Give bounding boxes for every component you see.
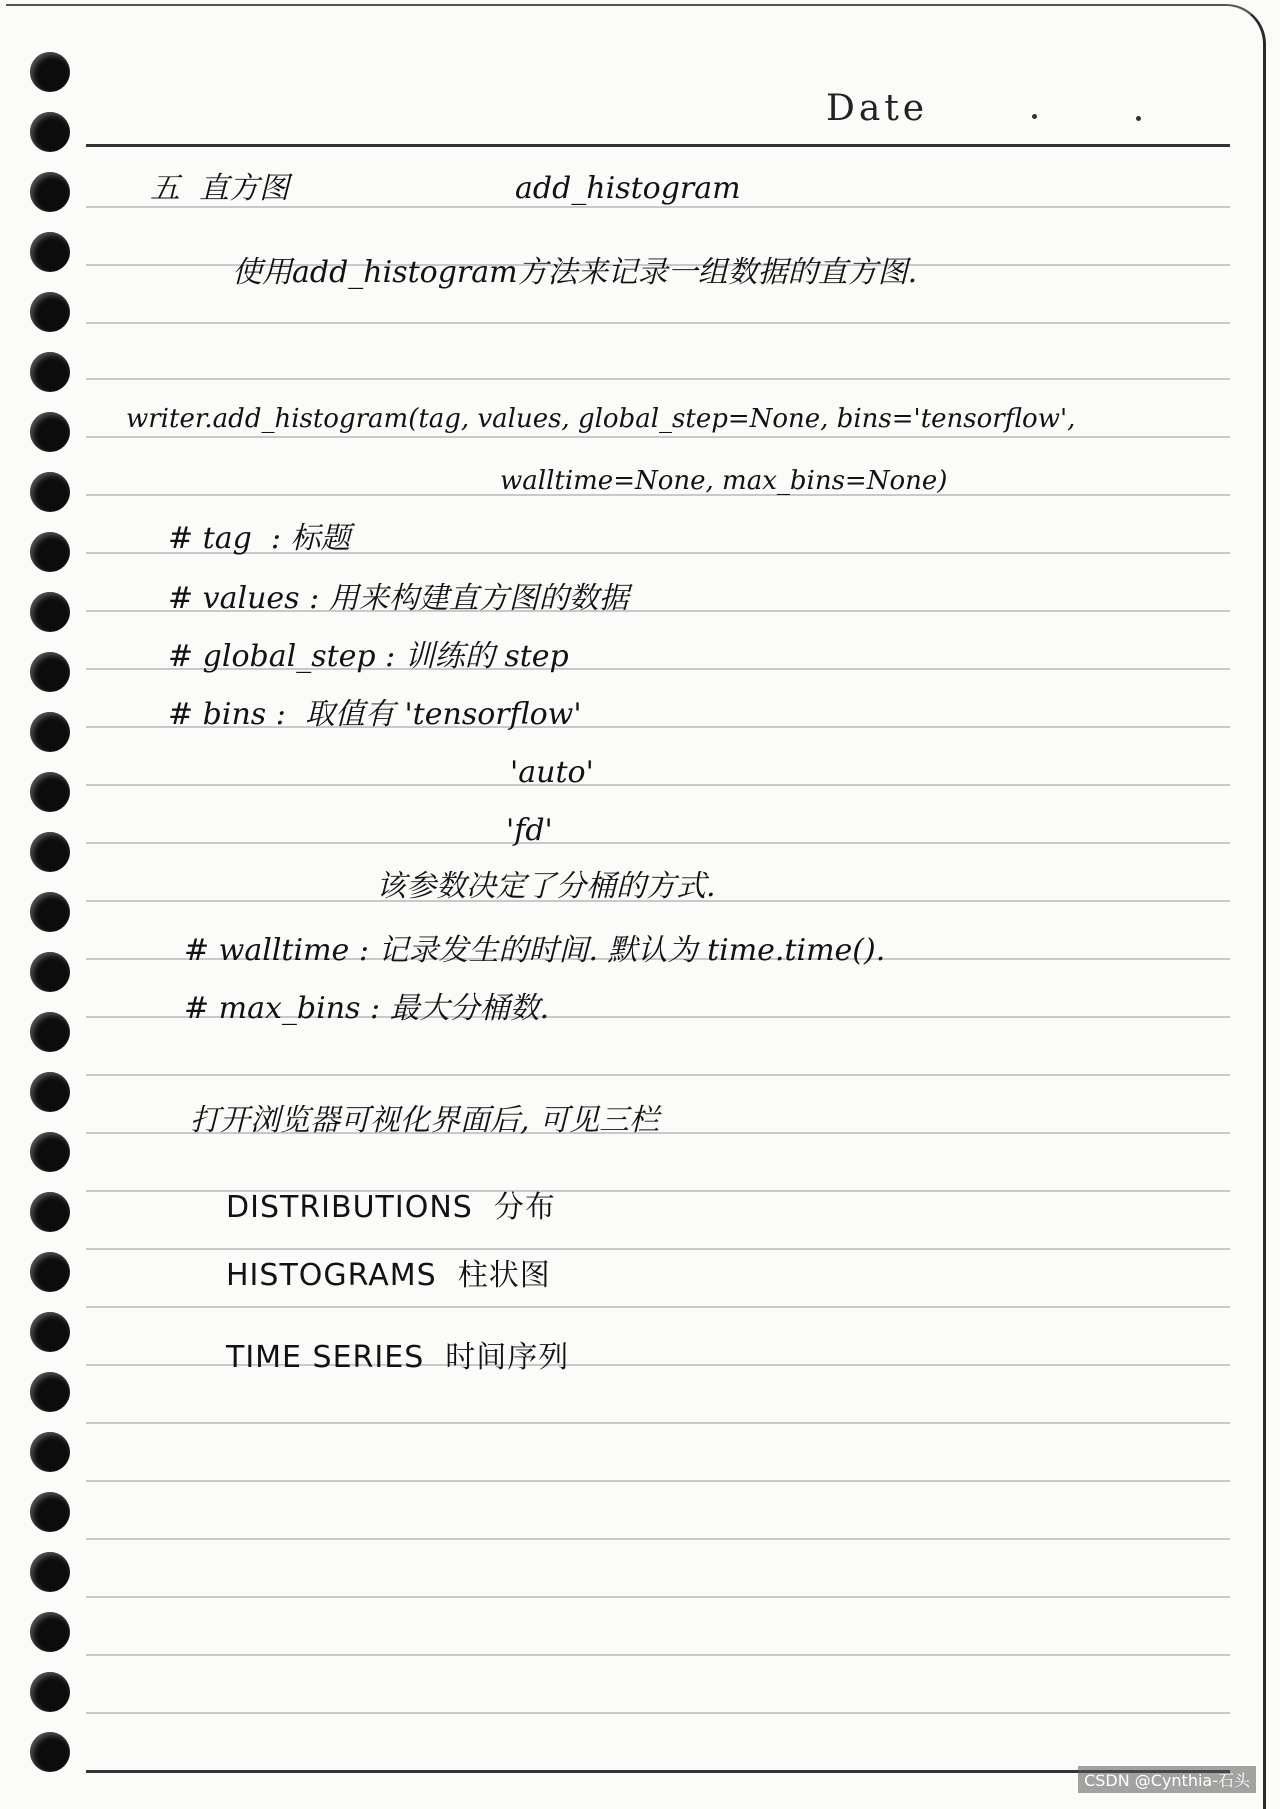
- param-global-step: # global_step : 训练的 step: [168, 639, 569, 674]
- bins-auto: 'auto': [510, 755, 594, 790]
- ruled-line: [86, 1074, 1230, 1076]
- ruled-line: [86, 1596, 1230, 1598]
- date-label: Date: [826, 88, 929, 129]
- date-dot: [1032, 114, 1037, 119]
- intro-line: 使用add_histogram方法来记录一组数据的直方图.: [232, 255, 918, 290]
- tab-distributions: DISTRIBUTIONS 分布: [226, 1190, 556, 1225]
- param-values: # values : 用来构建直方图的数据: [168, 581, 629, 616]
- binder-hole: [30, 652, 70, 692]
- binder-hole: [30, 1132, 70, 1172]
- ruled-line: [86, 842, 1230, 844]
- binder-hole: [30, 892, 70, 932]
- ruled-line: [86, 1538, 1230, 1540]
- ruled-line: [86, 1654, 1230, 1656]
- binder-hole: [30, 232, 70, 272]
- binder-hole: [30, 592, 70, 632]
- param-max-bins: # max_bins : 最大分桶数.: [184, 991, 550, 1026]
- param-walltime: # walltime : 记录发生的时间. 默认为 time.time().: [184, 933, 886, 968]
- ruled-line: [86, 1306, 1230, 1308]
- ruled-line: [86, 1480, 1230, 1482]
- section-title: 五 直方图: [150, 171, 290, 206]
- binder-hole: [30, 1192, 70, 1232]
- binder-hole: [30, 472, 70, 512]
- binder-hole: [30, 1012, 70, 1052]
- binder-hole: [30, 1072, 70, 1112]
- ruled-line: [86, 1712, 1230, 1714]
- binder-hole: [30, 1492, 70, 1532]
- signature-line-2: walltime=None, max_bins=None): [500, 466, 948, 496]
- binder-hole: [30, 712, 70, 752]
- binder-hole: [30, 1732, 70, 1772]
- date-dot: [1136, 116, 1141, 121]
- tab-histograms: HISTOGRAMS 柱状图: [226, 1258, 551, 1293]
- header-rule: [86, 144, 1230, 147]
- binder-hole: [30, 952, 70, 992]
- binder-hole: [30, 772, 70, 812]
- signature-line-1: writer.add_histogram(tag, values, global_step=None, bins='tensorflow',: [126, 404, 1076, 434]
- ruled-line: [86, 436, 1230, 438]
- binder-hole: [30, 412, 70, 452]
- ruled-line: [86, 784, 1230, 786]
- tab-time-series: TIME SERIES 时间序列: [226, 1340, 570, 1375]
- binder-hole: [30, 1432, 70, 1472]
- ruled-line: [86, 1422, 1230, 1424]
- section-method: add_histogram: [515, 171, 741, 206]
- ruled-line: [86, 322, 1230, 324]
- csdn-watermark: CSDN @Cynthia-石头: [1078, 1766, 1256, 1793]
- binder-hole: [30, 52, 70, 92]
- binder-hole: [30, 1612, 70, 1652]
- binder-hole: [30, 1252, 70, 1292]
- binder-hole: [30, 1672, 70, 1712]
- param-tag: # tag : 标题: [168, 521, 351, 556]
- ruled-line: [86, 378, 1230, 380]
- bins-fd: 'fd': [506, 813, 553, 848]
- binder-hole: [30, 1312, 70, 1352]
- binder-hole: [30, 532, 70, 572]
- ruled-line: [86, 206, 1230, 208]
- param-bins: # bins : 取值有 'tensorflow': [168, 697, 582, 732]
- binder-hole: [30, 832, 70, 872]
- binder-hole: [30, 1552, 70, 1592]
- binder-hole: [30, 1372, 70, 1412]
- browser-note: 打开浏览器可视化界面后, 可见三栏: [190, 1103, 660, 1138]
- bins-note: 该参数决定了分桶的方式.: [376, 869, 716, 904]
- binder-hole: [30, 352, 70, 392]
- footer-rule: [86, 1770, 1230, 1773]
- binder-hole: [30, 292, 70, 332]
- binder-hole: [30, 172, 70, 212]
- binder-hole: [30, 112, 70, 152]
